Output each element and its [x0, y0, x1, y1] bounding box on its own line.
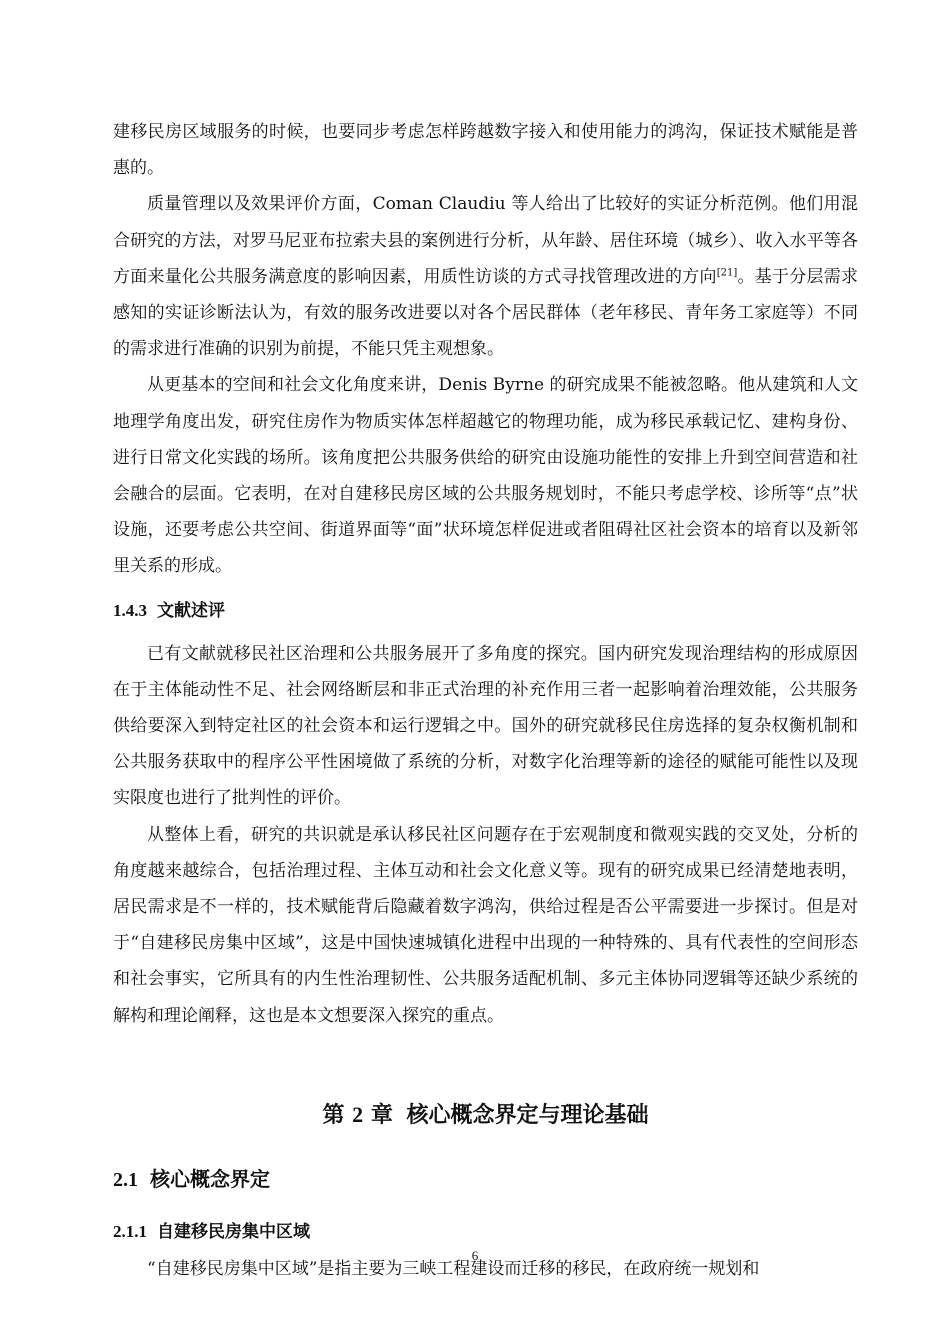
paragraph-overall-assessment: 从整体上看，研究的共识就是承认移民社区问题存在于宏观制度和微观实践的交叉处，分析的角度越来越综合，包括治理过程、主体互动和社会文化意义等。现有的研究成果已经清楚地表明，居民需求是不一样的，技术赋能背后隐藏着数字鸿沟，供给过程是否公平需要进一步探讨。但是对于“自建移民房集中区域”，这是中国快速城镇化进程中出现的一种特殊的、具有代表性的空间形态和社会事实，它所具有的内生性治理韧性、公共服务适配机制、多元主体协同逻辑等还缺少系统的解构和理论阐释，这也是本文想要深入探究的重点。 [113, 824, 858, 1026]
section-number: 2.1.1 [113, 1221, 147, 1241]
paragraph-quality-management [113, 186, 858, 367]
section-heading-2-1 [113, 1162, 858, 1197]
paragraph-text: 。基于分层需求感知的实证诊断法认为，有效的服务改进要以对各个居民群体（老年移民、青年务工家庭等）不同的需求进行准确的识别为前提，不能只凭主观想象。 [113, 266, 859, 360]
section-number: 2.1 [113, 1168, 138, 1191]
section-title: 自建移民房集中区域 [157, 1221, 310, 1242]
paragraph-literature-review: 已有文献就移民社区治理和公共服务展开了多角度的探究。国内研究发现治理结构的形成原因在于主体能动性不足、社会网络断层和非正式治理的补充作用三者一起影响着治理效能，公共服务供给要深入到特定社区的社会资本和运行逻辑之中。国外的研究就移民住房选择的复杂权衡机制和公共服务获取中的程序公平性困境做了系统的分析，对数字化治理等新的途径的赋能可能性以及现实限度也进行了批判性的评价。 [113, 643, 858, 809]
chapter-heading [113, 1095, 858, 1136]
section-heading-2-1-1 [113, 1217, 858, 1247]
section-title: 文献述评 [157, 600, 225, 621]
page-content [113, 114, 858, 1287]
chapter-suffix: 章 [370, 1102, 393, 1128]
section-number: 1.4.3 [113, 600, 147, 620]
paragraph-digital-divide: 建移民房区域服务的时候，也要同步考虑怎样跨越数字接入和使用能力的鸿沟，保证技术赋能是普惠的。 [113, 122, 858, 179]
paragraph-definition: “自建移民房集中区域”是指主要为三峡工程建设而迁移的移民，在政府统一规划和 [147, 1258, 760, 1279]
paragraph-text: 质量管理以及效果评价方面，Coman Claudiu 等人给出了比较好的实证分析范例。他们用混合研究的方法，对罗马尼亚布拉索夫县的案例进行分析，从年龄、居住环境（城乡）、收入水平等各方面来量化公共服务满意度的影响因素，用质性访谈的方式寻找管理改进的方向 [113, 194, 858, 287]
section-heading-1-4-3 [113, 596, 858, 626]
chapter-title: 核心概念界定与理论基础 [406, 1102, 649, 1128]
chapter-prefix: 第 [322, 1102, 345, 1128]
chapter-number: 2 [352, 1101, 364, 1127]
section-title: 核心概念界定 [150, 1166, 270, 1191]
paragraph-spatial-culture: 从更基本的空间和社会文化角度来讲，Denis Byrne 的研究成果不能被忽略。他从建筑和人文地理学角度出发，研究住房作为物质实体怎样超越它的物理功能，成为移民承载记忆、建构身份、进行日常文化实践的场所。该角度把公共服务供给的研究由设施功能性的安排上升到空间营造和社会融合的层面。它表明，在对自建移民房区域的公共服务规划时，不能只考虑学校、诊所等“点”状设施，还要考虑公共空间、街道界面等“面”状环境怎样促进或者阻碍社区社会资本的培育以及新邻里关系的形成。 [113, 375, 858, 577]
page-number: 6 [471, 1248, 479, 1263]
citation-superscript: [21] [716, 267, 738, 279]
